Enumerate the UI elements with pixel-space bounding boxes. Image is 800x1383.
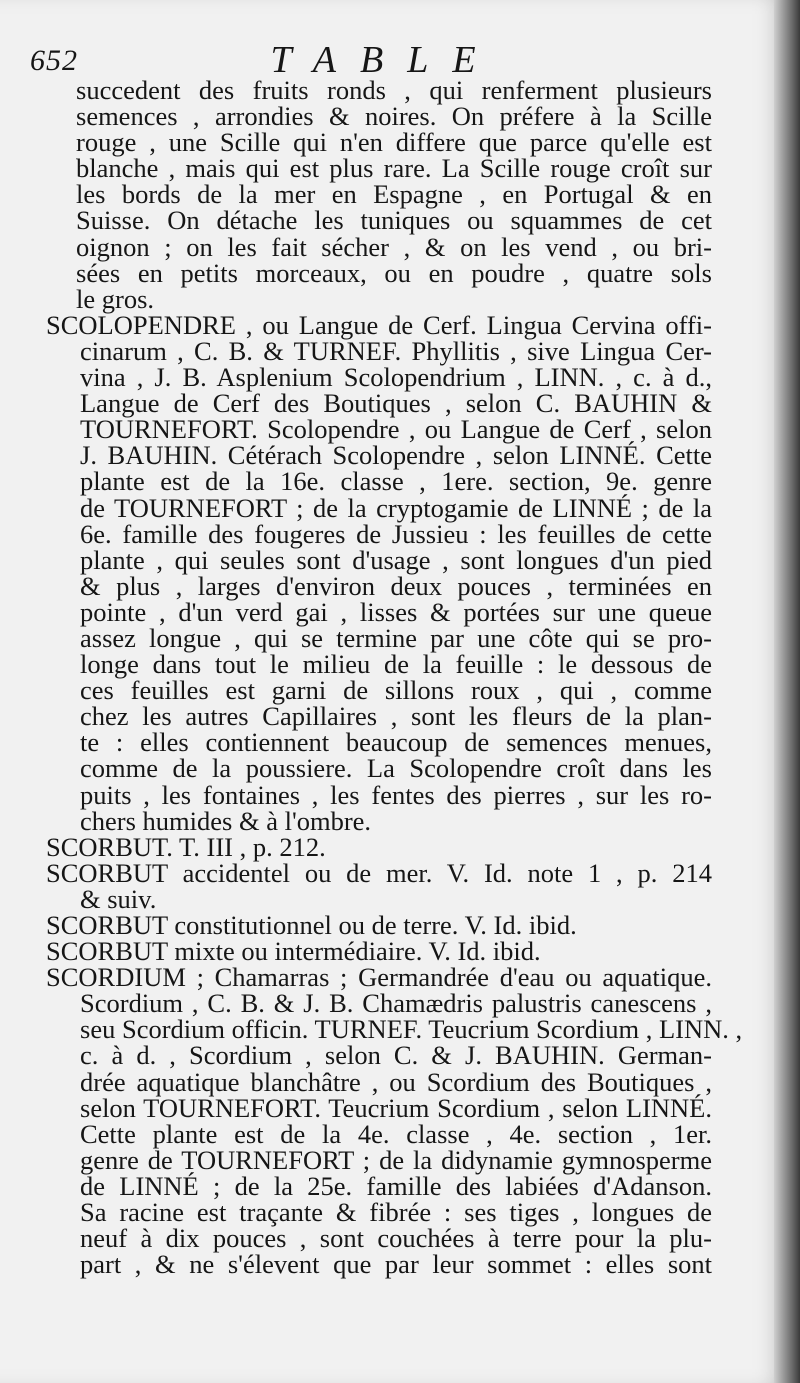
text-line: chers humides & à l'ombre. <box>80 805 372 836</box>
text-line: part , & ne s'élevent que par leur sommet : elles sont <box>80 1249 712 1280</box>
text-line: blanche , mais qui est plus rare. La Scille rouge croît sur <box>76 153 712 184</box>
text-line: J. BAUHIN. Cétérach Scolopendre , selon LINNÉ. Cette <box>80 440 712 471</box>
text-line: SCORBUT accidentel ou de mer. V. Id. note 1 , p. 214 <box>46 857 712 888</box>
text-line: c. à d. , Scordium , selon C. & J. BAUHIN. German- <box>80 1040 712 1071</box>
text-line: SCOLOPENDRE , ou Langue de Cerf. Lingua Cervina offi- <box>46 309 712 340</box>
text-line: comme de la poussiere. La Scolopendre croît dans les <box>80 753 712 784</box>
text-line: SCORBUT. T. III , p. 212. <box>46 831 326 862</box>
text-line: les bords de la mer en Espagne , en Portugal & en <box>76 179 712 210</box>
text-line: Sa racine est traçante & fibrée : ses tiges , longues de <box>80 1197 712 1228</box>
text-line: le gros. <box>76 283 155 314</box>
text-line: plante , qui seules sont d'usage , sont longues d'un pied <box>80 544 712 575</box>
text-line: longe dans tout le milieu de la feuille : le dessous de <box>80 649 712 680</box>
page-number: 652 <box>30 44 78 77</box>
page-text <box>46 75 743 1280</box>
text-line: TOURNEFORT. Scolopendre , ou Langue de Cerf , selon <box>80 414 712 445</box>
text-line: pointe , d'un verd gai , lisses & portées sur une queue <box>80 596 712 627</box>
text-line: Suisse. On détache les tuniques ou squammes de cet <box>76 205 712 236</box>
text-line: neuf à dix pouces , sont couchées à terre pour la plu- <box>80 1223 712 1254</box>
page-binding-shadow <box>774 0 800 1383</box>
text-line: plante est de la 16e. classe , 1ere. section, 9e. genre <box>80 466 712 497</box>
text-line: SCORDIUM ; Chamarras ; Germandrée d'eau ou aquatique. <box>46 962 712 993</box>
text-line: & suiv. <box>80 883 157 914</box>
text-line: semences , arrondies & noires. On préfere à la Scille <box>76 101 712 132</box>
text-line: SCORBUT constitutionnel ou de terre. V. Id. ibid. <box>46 910 577 940</box>
text-line: sées en petits morceaux, ou en poudre , quatre sols <box>76 257 712 288</box>
text-line: assez longue , qui se termine par une côte qui se pro- <box>80 622 712 653</box>
text-line: succedent des fruits ronds , qui renferment plusieurs <box>76 75 712 105</box>
text-line: te : elles contiennent beaucoup de semences menues, <box>80 727 712 758</box>
text-line: Scordium , C. B. & J. B. Chamædris palustris canescens , <box>80 988 712 1019</box>
text-line: de LINNÉ ; de la 25e. famille des labiées d'Adanson. <box>80 1170 712 1201</box>
text-line: & plus , larges d'environ deux pouces , terminées en <box>80 570 712 601</box>
text-line: de TOURNEFORT ; de la cryptogamie de LINNÉ ; de la <box>80 492 712 523</box>
text-line: puits , les fontaines , les fentes des pierres , sur les ro- <box>80 779 712 810</box>
text-line: SCORBUT mixte ou intermédiaire. V. Id. ibid. <box>46 936 541 967</box>
text-line: chez les autres Capillaires , sont les fleurs de la plan- <box>80 701 712 732</box>
text-line: rouge , une Scille qui n'en differe que parce qu'elle est <box>76 127 712 158</box>
text-line: oignon ; on les fait sécher , & on les vend , ou bri- <box>76 231 712 262</box>
text-line: ces feuilles est garni de sillons roux , qui , comme <box>80 675 712 706</box>
text-line: seu Scordium officin. TURNEF. Teucrium Scordium , LINN. , <box>80 1014 743 1045</box>
text-line: Cette plante est de la 4e. classe , 4e. section , 1er. <box>80 1118 712 1149</box>
text-line: Langue de Cerf des Boutiques , selon C. BAUHIN & <box>80 388 712 419</box>
text-line: drée aquatique blanchâtre , ou Scordium des Boutiques , <box>80 1066 712 1097</box>
running-head: TABLE <box>270 39 500 81</box>
text-line: vina , J. B. Asplenium Scolopendrium , LINN. , c. à d., <box>80 362 712 393</box>
text-line: genre de TOURNEFORT ; de la didynamie gymnosperme <box>80 1144 712 1175</box>
text-line: selon TOURNEFORT. Teucrium Scordium , selon LINNÉ. <box>80 1092 712 1123</box>
text-line: cinarum , C. B. & TURNEF. Phyllitis , sive Lingua Cer- <box>80 335 712 366</box>
text-line: 6e. famille des fougeres de Jussieu : les feuilles de cette <box>80 518 712 549</box>
